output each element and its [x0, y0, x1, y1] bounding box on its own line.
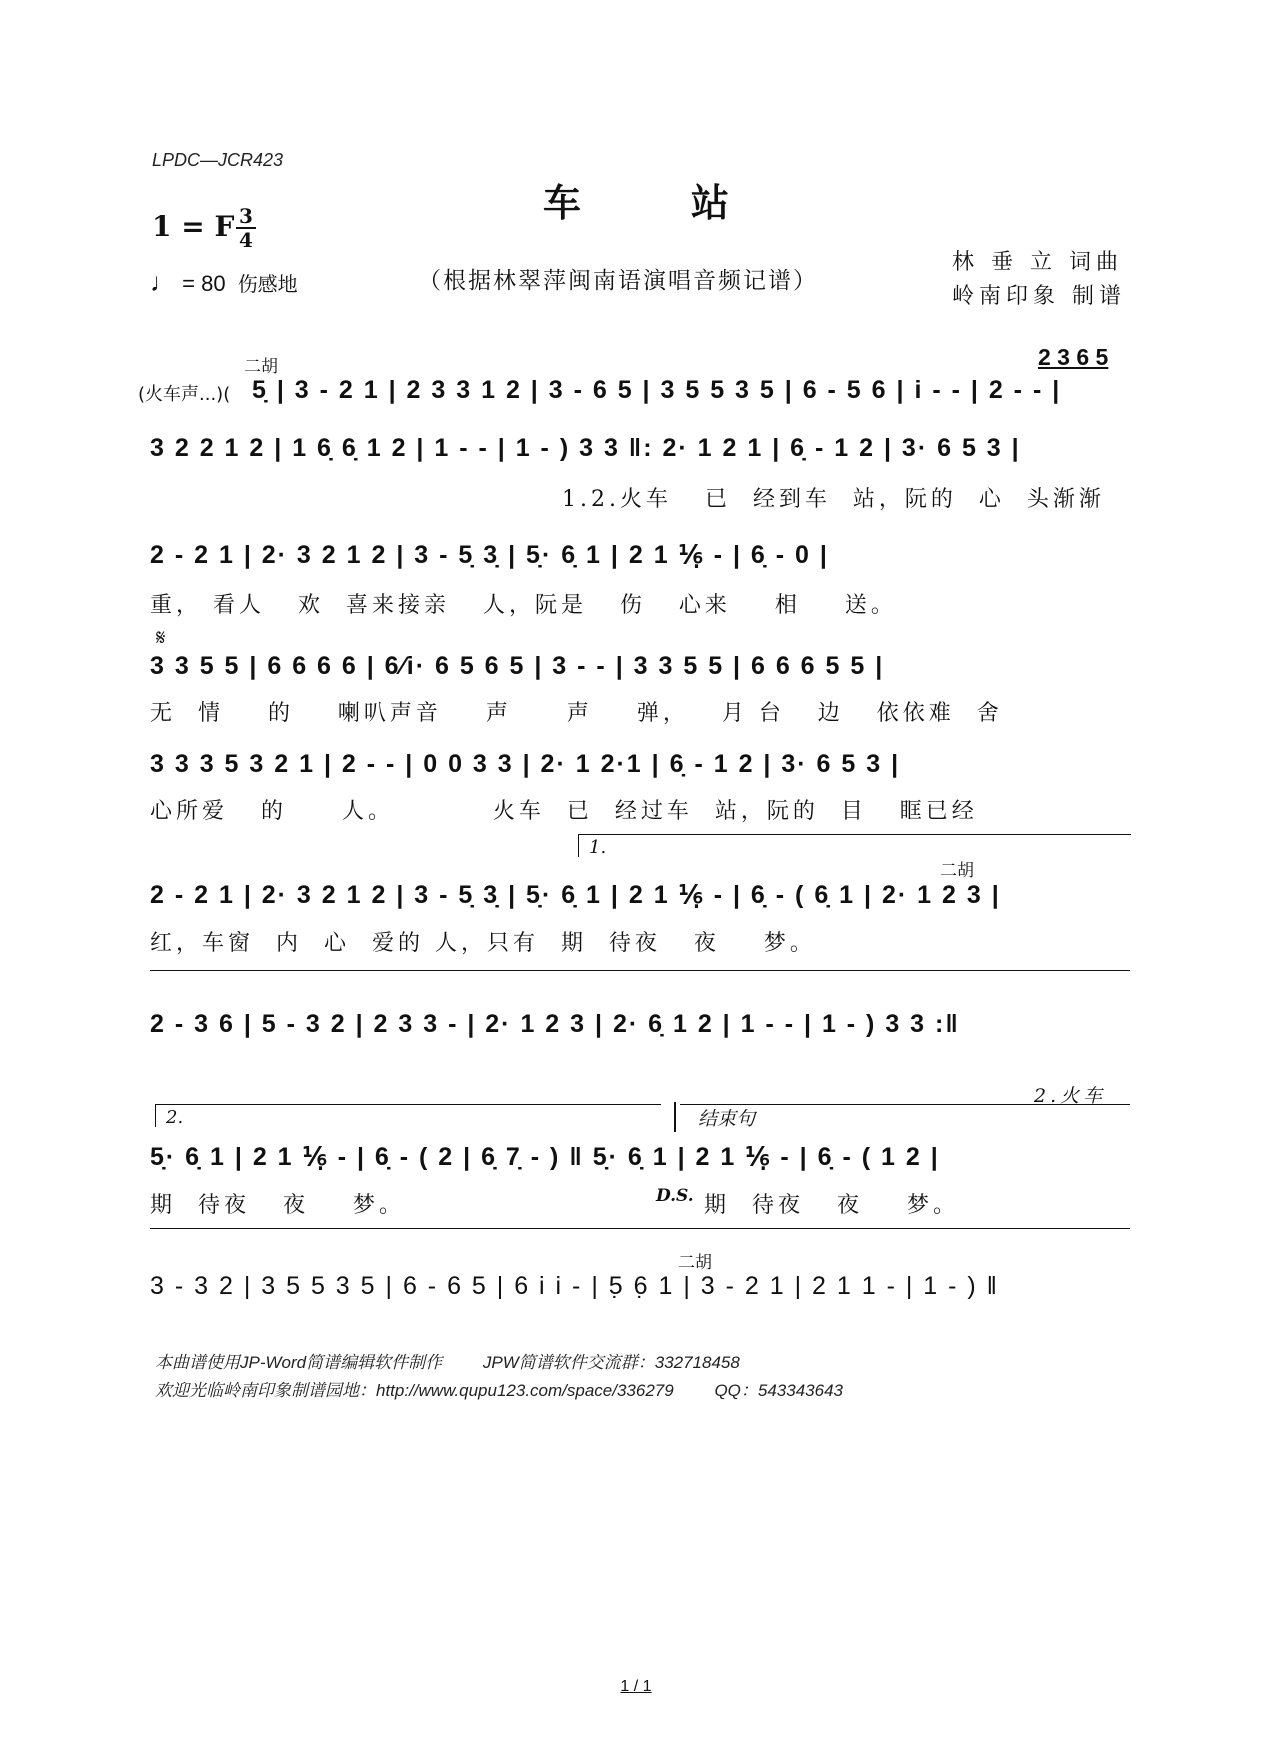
bracket-line — [150, 1228, 1130, 1229]
staff-line-8 — [150, 1142, 1130, 1182]
lyrics-line-5: 心所爱 的 人。 火车 已 经过车 站，阮的 目 眶已经 — [150, 799, 978, 824]
staff-line-9 — [150, 1272, 1130, 1312]
lyrics-line-3: 重， 看人 欢 喜来接亲 人，阮是 伤 心来 相 送。 — [150, 593, 897, 618]
lyrics-line-8a: 期 待夜 夜 梦。 — [150, 1193, 405, 1218]
notation: 2 - 3 6 | 5 - 3 2 | 2 3 3 - | 2· 1 2 3 | 2· 6̣ 1 2 | 1 - - | 1 - ) 3 3 :‖ — [150, 1010, 960, 1038]
lyrics-line-6: 红，车窗 内 心 爱的 人，只有 期 待夜 夜 梦。 — [150, 931, 816, 956]
quarter-note-icon: ♩ — [150, 267, 176, 297]
tempo-marking — [150, 267, 298, 298]
instrument-label: 二胡 — [940, 861, 974, 881]
credits — [952, 246, 1126, 314]
staff-line-1 — [252, 376, 1132, 416]
expression: 伤感地 — [237, 274, 298, 296]
staff-line-5 — [150, 750, 1130, 790]
segno-icon: 𝄋 — [156, 626, 166, 651]
lyrics-line-2: 1.2.火车 已 经到车 站，阮的 心 头渐渐 — [562, 487, 1105, 512]
notation: 3 3 5 5 | 6 6 6 6 | 6⁄i· 6 5 6 5 | 3 - - | 3 3 5 5 | 6 6 6 5 5 | — [150, 652, 885, 680]
meter-top: 3 — [239, 204, 253, 228]
instrument-label: 二胡 — [244, 357, 278, 377]
meter-bottom: 4 — [239, 228, 253, 252]
ds-marking: D.S. — [656, 1186, 694, 1206]
notation: 3 3 3 5 3 2 1 | 2 - - | 0 0 3 3 | 2· 1 2·1 | 6̣ - 1 2 | 3· 6 5 3 | — [150, 750, 901, 778]
qq-contact: QQ：543343643 — [714, 1381, 843, 1400]
volta-label: 1. — [589, 837, 607, 858]
instrument-label: 二胡 — [678, 1253, 712, 1273]
lyricist-composer: 林 垂 立 词曲 — [952, 250, 1123, 275]
volta-extension-line — [150, 970, 1130, 971]
time-signature — [236, 206, 256, 250]
notation: 3 2 2 1 2 | 1 6̣ 6̣ 1 2 | 1 - - | 1 - ) 3 3 ‖: 2· 1 2 1 | 6̣ - 1 2 | 3· 6 5 3 | — [150, 434, 1021, 462]
footer-line-2 — [155, 1376, 879, 1401]
intro-label: (火车声...)( — [138, 384, 231, 405]
website-link[interactable]: 欢迎光临岭南印象制谱园地：http://www.qupu123.com/space/336279 — [155, 1381, 674, 1400]
staff-line-6 — [150, 880, 1130, 920]
staff-line-7 — [150, 1010, 1130, 1050]
notation: 2 - 2 1 | 2· 3 2 1 2 | 3 - 5̣ 3̣ | 5̣· 6̣ 1 | 2 1 ⅙̣ - | 6̣ - ( 6̣ 1 | 2· 1 2 3 | — [150, 881, 1001, 909]
key-signature: 1 = F — [152, 210, 235, 243]
tempo-value: = 80 — [182, 271, 226, 296]
footer-line-1 — [155, 1348, 776, 1373]
notation: 5̣· 6̣ 1 | 2 1 ⅙̣ - | 6̣ - ( 2 | 6̣ 7̣ - ) ‖ 5̣· 6̣ 1 | 2 1 ⅙̣ - | 6̣ - ( 1 2 | — [150, 1143, 940, 1171]
score-code: LPDC—JCR423 — [152, 150, 284, 170]
coda-barline — [674, 1102, 676, 1132]
arranger: 岭南印象 制谱 — [952, 284, 1126, 309]
page-title: 车站 — [542, 180, 839, 225]
notation: 3 - 3 2 | 3 5 5 3 5 | 6 - 6 5 | 6 i i - | 5̣ 6̣ 1 | 3 - 2 1 | 2 1 1 - | 1 - ) ‖ — [150, 1272, 999, 1300]
volta-label: 2. — [166, 1107, 184, 1128]
grace-notes: 2 3 6 5 — [1038, 344, 1109, 370]
notation: 2 - 2 1 | 2· 3 2 1 2 | 3 - 5̣ 3̣ | 5̣· 6̣ 1 | 2 1 ⅙̣ - | 6̣ - 0 | — [150, 541, 829, 569]
volta-bracket-1 — [578, 834, 1131, 857]
group-info: JPW简谱软件交流群：332718458 — [482, 1353, 740, 1372]
page-number-text: 1 / 1 — [620, 1678, 652, 1695]
software-credit: 本曲谱使用JP-Word简谱编辑软件制作 — [155, 1353, 443, 1372]
subtitle: （根据林翠萍闽南语演唱音频记谱） — [418, 268, 818, 294]
coda-label: 结束句 — [698, 1108, 756, 1130]
staff-line-4 — [150, 652, 1130, 692]
page-number — [0, 1678, 1272, 1696]
lyrics-line-4: 无 情 的 喇叭声音 声 声 弹， 月 台 边 依依难 舍 — [150, 701, 1003, 726]
staff-line-2 — [150, 434, 1130, 474]
notation: 5̣ | 3 - 2 1 | 2 3 3 1 2 | 3 - 6 5 | 3 5 5 3 5 | 6 - 5 6 | i - - | 2 - - | — [252, 376, 1062, 404]
lyrics-line-7 — [1012, 1056, 1106, 1108]
lyrics-line-8b: 期 待夜 夜 梦。 — [704, 1193, 959, 1218]
staff-line-3 — [150, 540, 1130, 580]
volta-bracket-2 — [155, 1104, 661, 1127]
verse-lyric: 2.火车 — [1034, 1085, 1107, 1107]
